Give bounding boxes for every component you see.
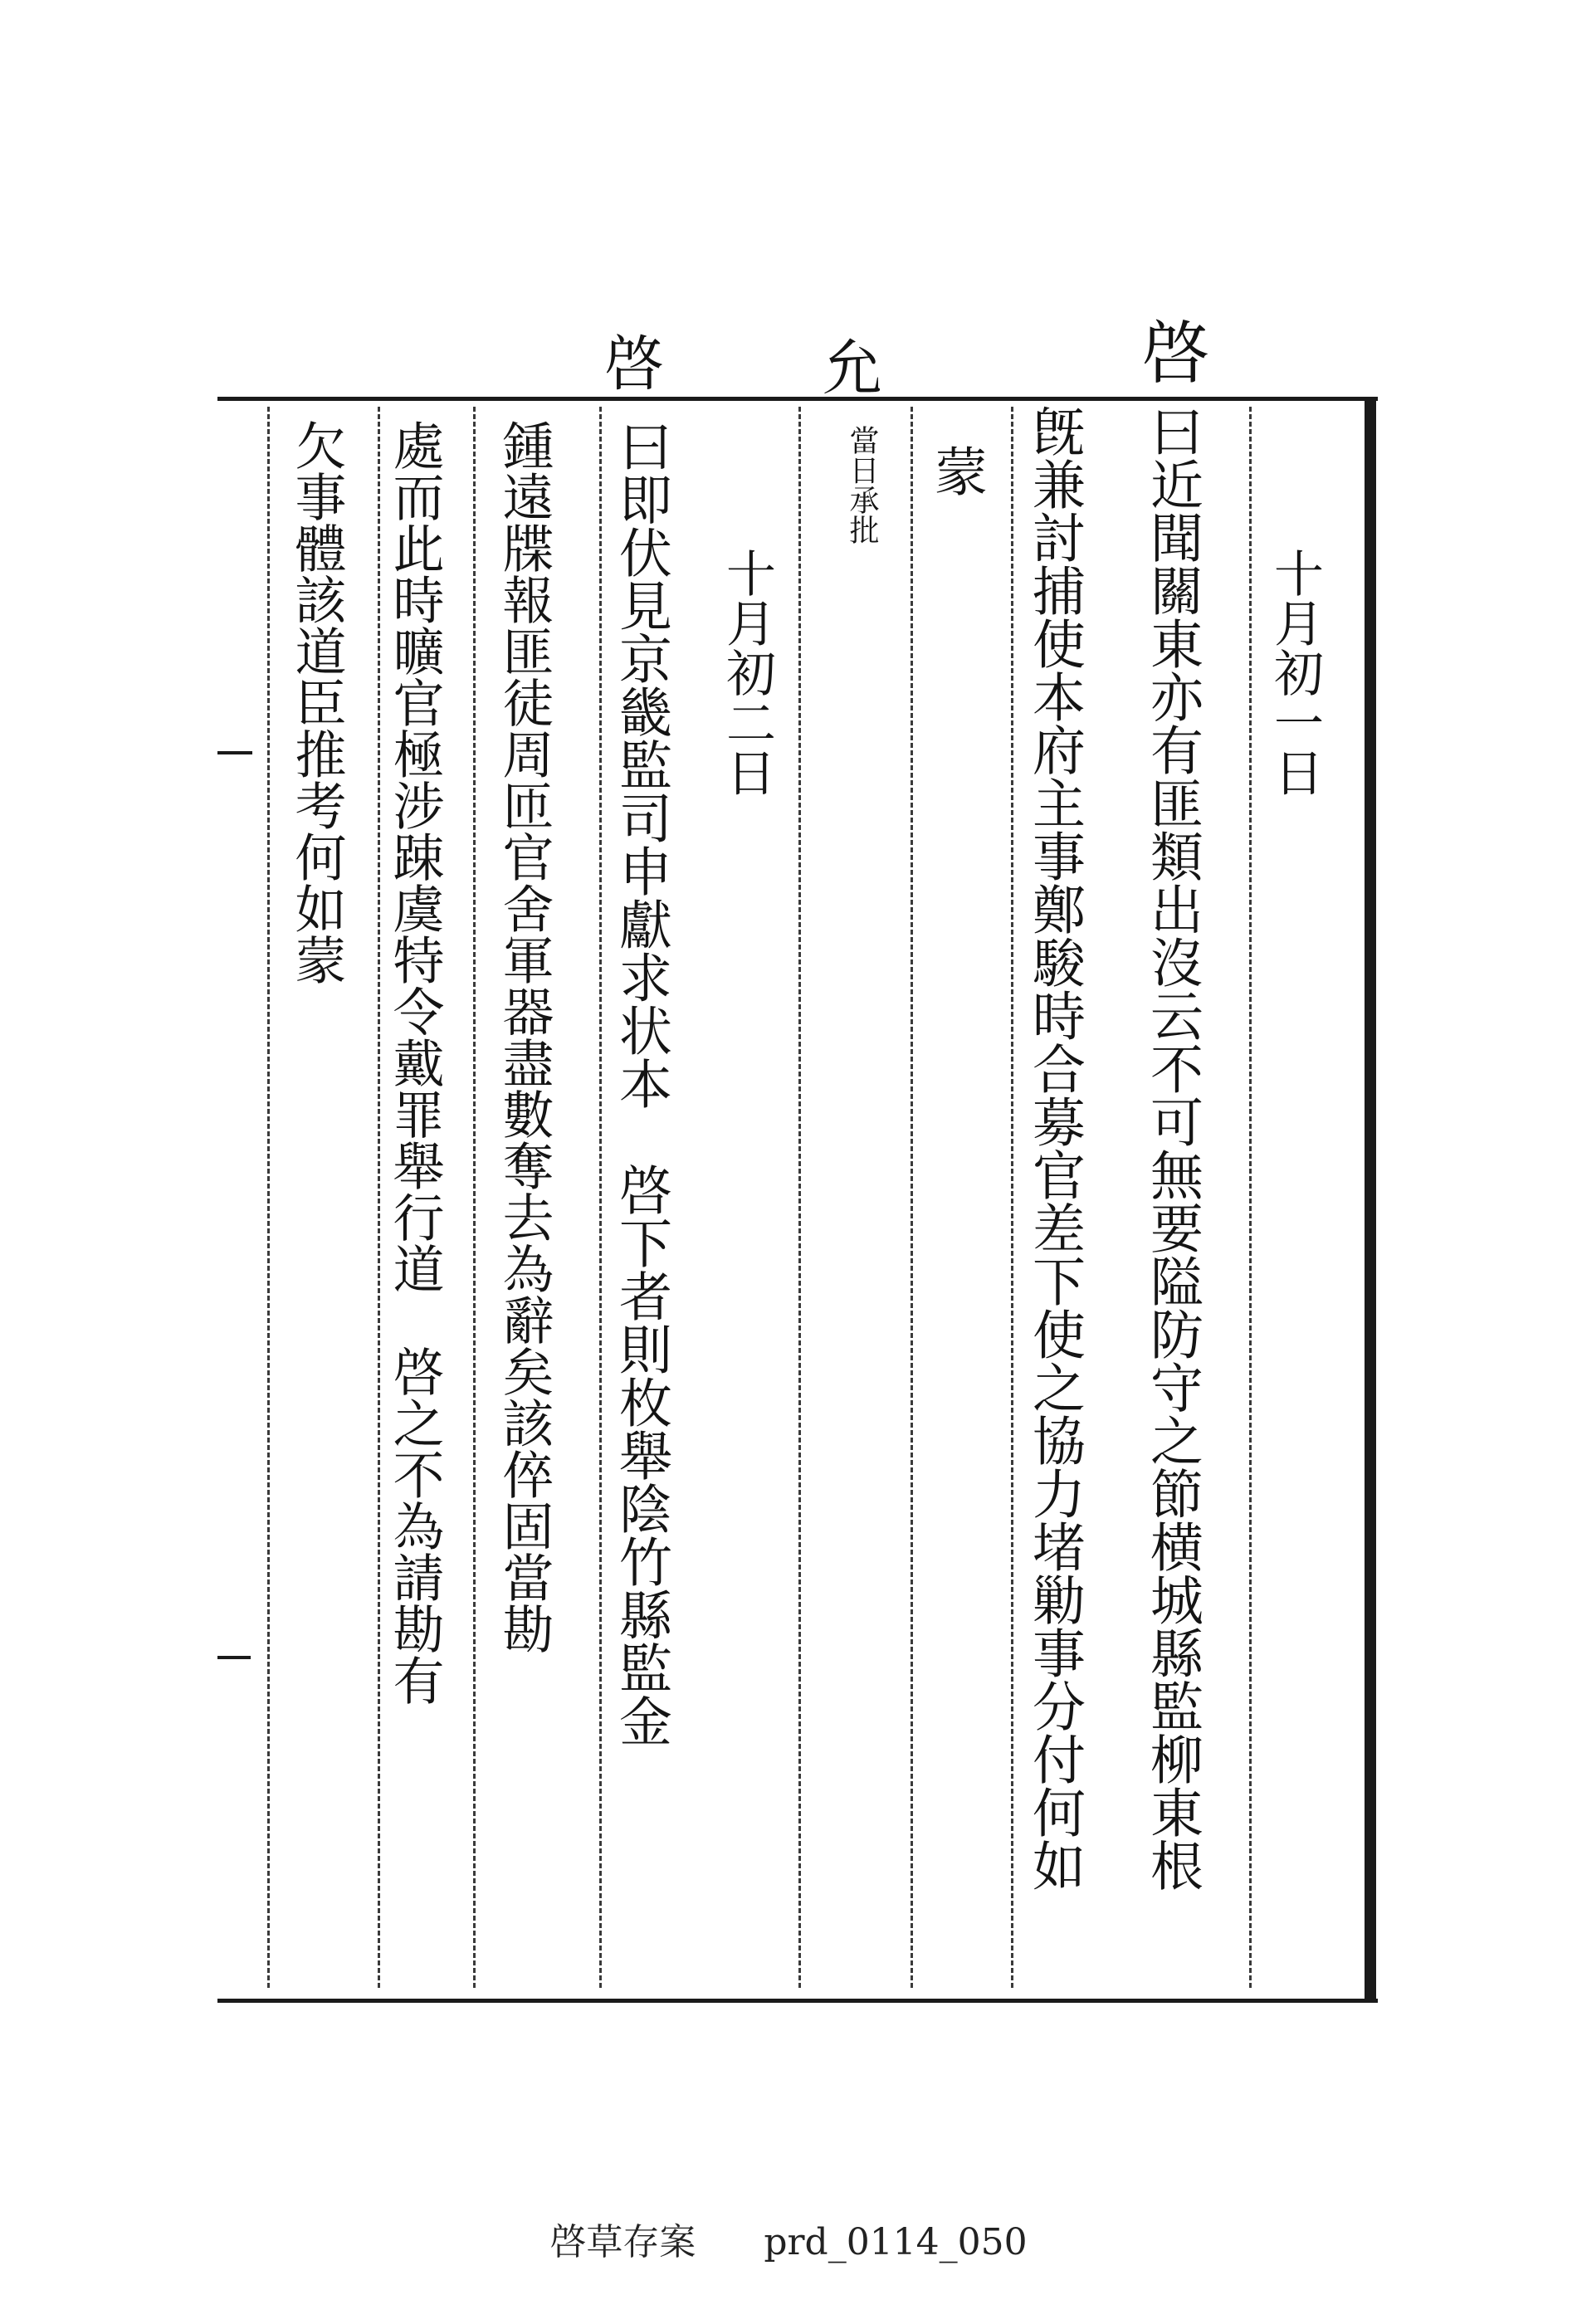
entry-date-column: 十月初二日 — [718, 548, 776, 797]
column-segment: 啓之不為請勘有 — [384, 1345, 445, 1706]
text-column: 鍾遠牒報匪徒周匝官舍軍器盡數奪去為辭矣該倅固當勘 — [494, 419, 554, 1654]
column-segment: 處而此時曠官極涉踈虞特令戴罪舉行道 — [384, 419, 445, 1294]
frame-top-rule — [217, 397, 1378, 401]
footer-title: 啓草存案 — [549, 2221, 696, 2263]
entry-date-column: 十月初一日 — [1266, 548, 1324, 797]
column-divider — [378, 407, 380, 1988]
margin-mark — [217, 751, 252, 754]
text-column: 欠事體該道臣推考何如蒙 — [286, 419, 347, 985]
margin-mark — [217, 1656, 251, 1659]
column-segment: 啓下者則枚舉陰竹縣監金 — [610, 1163, 671, 1747]
text-column: 曰近聞關東亦有匪類出沒云不可無要隘防守之節横城縣監柳東根 — [1141, 404, 1203, 1892]
approval-note-column: 當日承批 — [845, 425, 879, 544]
column-divider — [1249, 407, 1252, 1988]
heading-right: 啓 — [1130, 317, 1209, 385]
column-divider — [267, 407, 270, 1988]
frame-bottom-rule — [217, 1999, 1378, 2003]
text-column — [610, 419, 671, 1747]
heading-left: 啓 — [594, 332, 664, 392]
text-column — [384, 419, 445, 1706]
column-divider — [911, 407, 913, 1988]
frame-right-border — [1365, 397, 1376, 2003]
column-segment: 曰即伏見京畿監司申獻求状本 — [610, 419, 671, 1110]
column-divider — [798, 407, 801, 1988]
column-divider — [473, 407, 476, 1988]
footer-code: prd_0114_050 — [764, 2221, 1028, 2263]
page-footer — [0, 2212, 1577, 2265]
text-column: 旣兼討捕使本府主事鄭駿時合募官差下使之協力堵勦事分付何如 — [1023, 404, 1085, 1892]
text-column: 蒙 — [925, 444, 987, 497]
column-divider — [599, 407, 602, 1988]
heading-middle: 允 — [813, 336, 882, 396]
column-divider — [1011, 407, 1013, 1988]
